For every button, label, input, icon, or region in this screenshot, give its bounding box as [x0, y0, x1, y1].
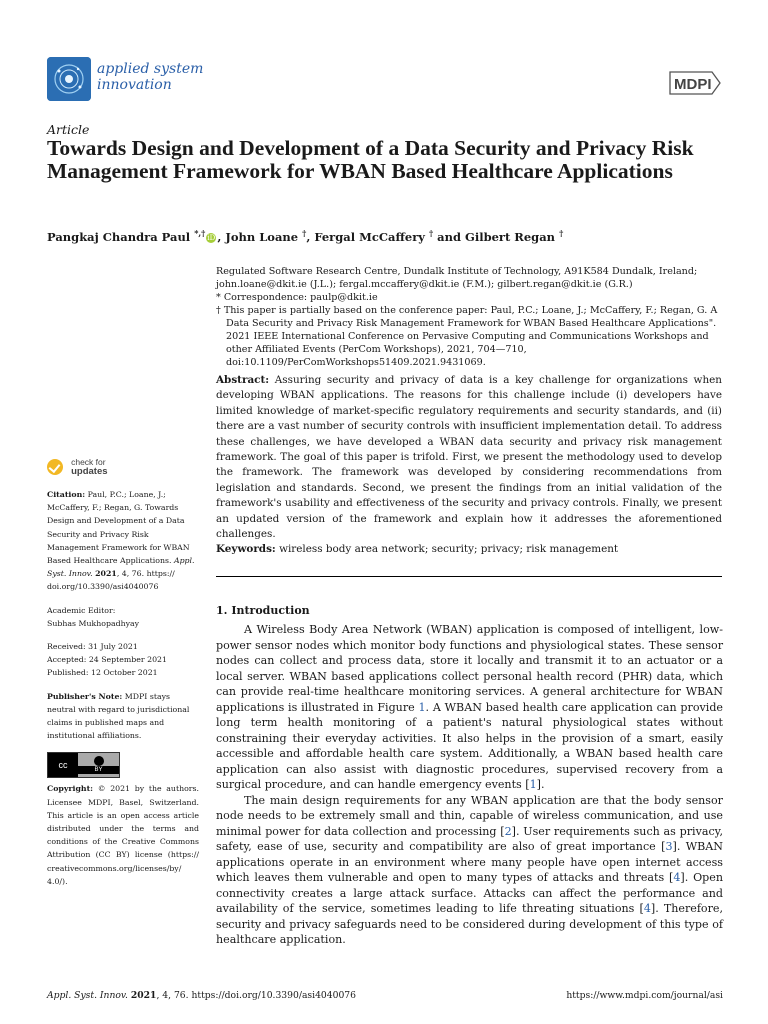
copyright-label: Copyright: — [47, 784, 94, 794]
affiliations — [216, 265, 726, 369]
cc-icon: cc — [48, 753, 78, 777]
check-for-updates-button[interactable] — [47, 456, 108, 476]
keywords-text: wireless body area network; security; privacy; risk management — [279, 543, 619, 555]
footer-journal: Appl. Syst. Innov. — [47, 990, 128, 1001]
body-text — [216, 622, 723, 948]
citation — [47, 488, 199, 594]
author-sup: † — [428, 228, 434, 238]
received-date: Received: 31 July 2021 — [47, 642, 138, 652]
editor-label: Academic Editor: — [47, 605, 116, 615]
footnote-note: † This paper is partially based on the conference paper: Paul, P.C.; Loane, J.; McCaffery, F.; Regan, G. A Data Security and Privacy Risk Management Framework for WBAN Based Healthcare Applications". 2021 IEEE International Conference on Pervasive Computing and Communications Workshops and other Affiliated Events (PerCom Workshops), 2021, 704—710, doi:10.1109/PerComWorkshops51409.2021.9431069. — [216, 305, 718, 368]
citation-year: 2021 — [95, 569, 117, 579]
accepted-date: Accepted: 24 September 2021 — [47, 655, 167, 665]
journal-name — [97, 61, 203, 93]
cc-by-license-icon[interactable] — [47, 752, 120, 778]
divider — [216, 576, 722, 577]
mdpi-logo — [666, 66, 724, 100]
dates — [47, 640, 199, 680]
section-heading: 1. Introduction — [216, 604, 310, 617]
copyright — [47, 782, 199, 888]
author-name[interactable]: Fergal McCaffery — [314, 229, 425, 244]
footer-doi[interactable]: , 4, 76. https://doi.org/10.3390/asi4040076 — [156, 990, 356, 1001]
citation-link[interactable]: 2 — [504, 824, 512, 838]
paragraph: A Wireless Body Area Network (WBAN) application is composed of intelligent, low-power sensor nodes which monitor body functions and physiological states. These sensor nodes can collect and process data, store it locally and transmit it to an actuator or a local server. WBAN based applications collect personal health record (PHR) data, which can provide real-time healthcare monitoring services. A general architecture for WBAN applications is illustrated in Figure 1. A WBAN based health care application can provide long term health monitoring of a patient's natural physiological states without constraining their everyday activities. It also helps in the provision of a smart, easily accessible and affordable health care system. Additionally, a WBAN based health care application can also assist with diagnostic procedures, supervised recovery from a surgical procedure, and can handle emergency events [1]. — [216, 623, 724, 791]
check-updates-line1: check for — [71, 456, 106, 467]
abstract — [216, 373, 722, 542]
check-icon — [47, 459, 63, 475]
citation-doi-link[interactable]: doi.org/10.3390/asi4040076 — [47, 582, 159, 592]
journal-name-line1: applied system — [97, 61, 204, 77]
cc-by-text: BY — [78, 766, 119, 774]
check-updates-line2: updates — [71, 465, 108, 477]
academic-editor — [47, 604, 199, 630]
copyright-text: © 2021 by the authors. Licensee MDPI, Basel, Switzerland. This article is an open access article distributed under the terms and conditions of the Creative Commons Attribution (CC BY) license (https:// creativecommons.org/licenses/by/ 4.0/). — [47, 784, 199, 886]
citation-volume: , 4, 76. https:// — [116, 569, 175, 579]
citation-link[interactable]: 4 — [643, 902, 651, 915]
footer-journal-url[interactable]: https://www.mdpi.com/journal/asi — [566, 990, 723, 1001]
sidebar-metadata — [47, 488, 199, 898]
citation-link[interactable]: 1 — [529, 778, 537, 791]
author-sup: † — [302, 228, 307, 238]
citation-journal: Appl. Syst. Innov. — [47, 556, 195, 579]
affiliation-emails[interactable]: john.loane@dkit.ie (J.L.); fergal.mccaffery@dkit.ie (F.M.); gilbert.regan@dkit.ie (G.R.) — [216, 279, 633, 290]
orcid-icon[interactable]: iD — [207, 233, 216, 242]
publisher-note-label: Publisher's Note: — [47, 691, 123, 701]
author-sup: *,† — [194, 228, 206, 238]
journal-name-line2: innovation — [97, 77, 172, 93]
abstract-text: Assuring security and privacy of data is a key challenge for organizations when developing WBAN applications. The reasons for this challenge include (i) developers have limited knowledge of market-specific regulatory requirements and security standards, and (ii) there are a vast number of security controls with insufficient implementation detail. To address these challenges, we have developed a WBAN data security and privacy risk management framework. The goal of this paper is trifold. First, we present the methodology used to develop the framework. The framework was developed by considering recommendations from legislation and standards. Second, we present the findings from an initial validation of the framework's usability and effectiveness of the security and privacy controls. Finally, we present an updated version of the framework and explain how it addresses the aforementioned challenges. — [216, 374, 722, 541]
affiliation-line: Regulated Software Research Centre, Dundalk Institute of Technology, A91K584 Dundalk, Ireland; — [216, 266, 698, 277]
publisher-note — [47, 690, 199, 743]
citation-link[interactable]: 3 — [665, 840, 673, 853]
author-sup: † — [559, 228, 564, 238]
journal-logo — [47, 57, 91, 101]
paper-title: Towards Design and Development of a Data Security and Privacy Risk Management Framework for WBAN Based Healthcare Applications — [47, 136, 694, 183]
keywords — [216, 543, 722, 555]
author-name[interactable]: John Loane — [225, 229, 299, 244]
abstract-label: Abstract: — [216, 374, 270, 386]
correspondence: * Correspondence: paulp@dkit.ie — [216, 292, 378, 303]
author-list: Pangkaj Chandra Paul *,† iD , John Loane †, Fergal McCaffery † and Gilbert Regan † — [47, 228, 564, 244]
footer-citation — [47, 990, 356, 1001]
author-name[interactable]: Gilbert Regan — [465, 229, 556, 244]
keywords-label: Keywords: — [216, 543, 276, 555]
citation-link[interactable]: 4 — [673, 871, 681, 884]
mdpi-logo-text: MDPI — [674, 76, 712, 93]
paragraph: The main design requirements for any WBAN application are that the body sensor node needs to be extremely small and thin, capable of wireless communication, and use minimal power for data collection and processing [2]. User requirements such as privacy, safety, ease of use, security and compatibility are also of great importance [3]. WBAN applications operate in an environment where many people have open internet access which leaves them vulnerable and open to many types of attacks and threats [4]. Open connectivity creates a large attack surface. Attacks can affect the performance and availability of the service, sometimes leading to life threating situations [4]. Therefore, security and privacy safeguards need to be considered during development of this type of healthcare application. — [216, 793, 724, 946]
citation-label: Citation: — [47, 490, 86, 499]
published-date: Published: 12 October 2021 — [47, 668, 158, 678]
footer-year: 2021 — [130, 990, 157, 1001]
publisher-note-text: MDPI stays neutral with regard to jurisdictional claims in published maps and institutional affiliations. — [47, 691, 190, 741]
article-type: Article — [47, 122, 90, 137]
figure-link[interactable]: 1 — [418, 700, 426, 714]
editor-name: Subhas Mukhopadhyay — [47, 618, 140, 628]
author-name[interactable]: Pangkaj Chandra Paul — [47, 229, 191, 244]
citation-text: Paul, P.C.; Loane, J.; McCaffery, F.; Regan, G. Towards Design and Development of a Data Security and Privacy Risk Management Framework for WBAN Based Healthcare Applications. — [47, 490, 190, 566]
